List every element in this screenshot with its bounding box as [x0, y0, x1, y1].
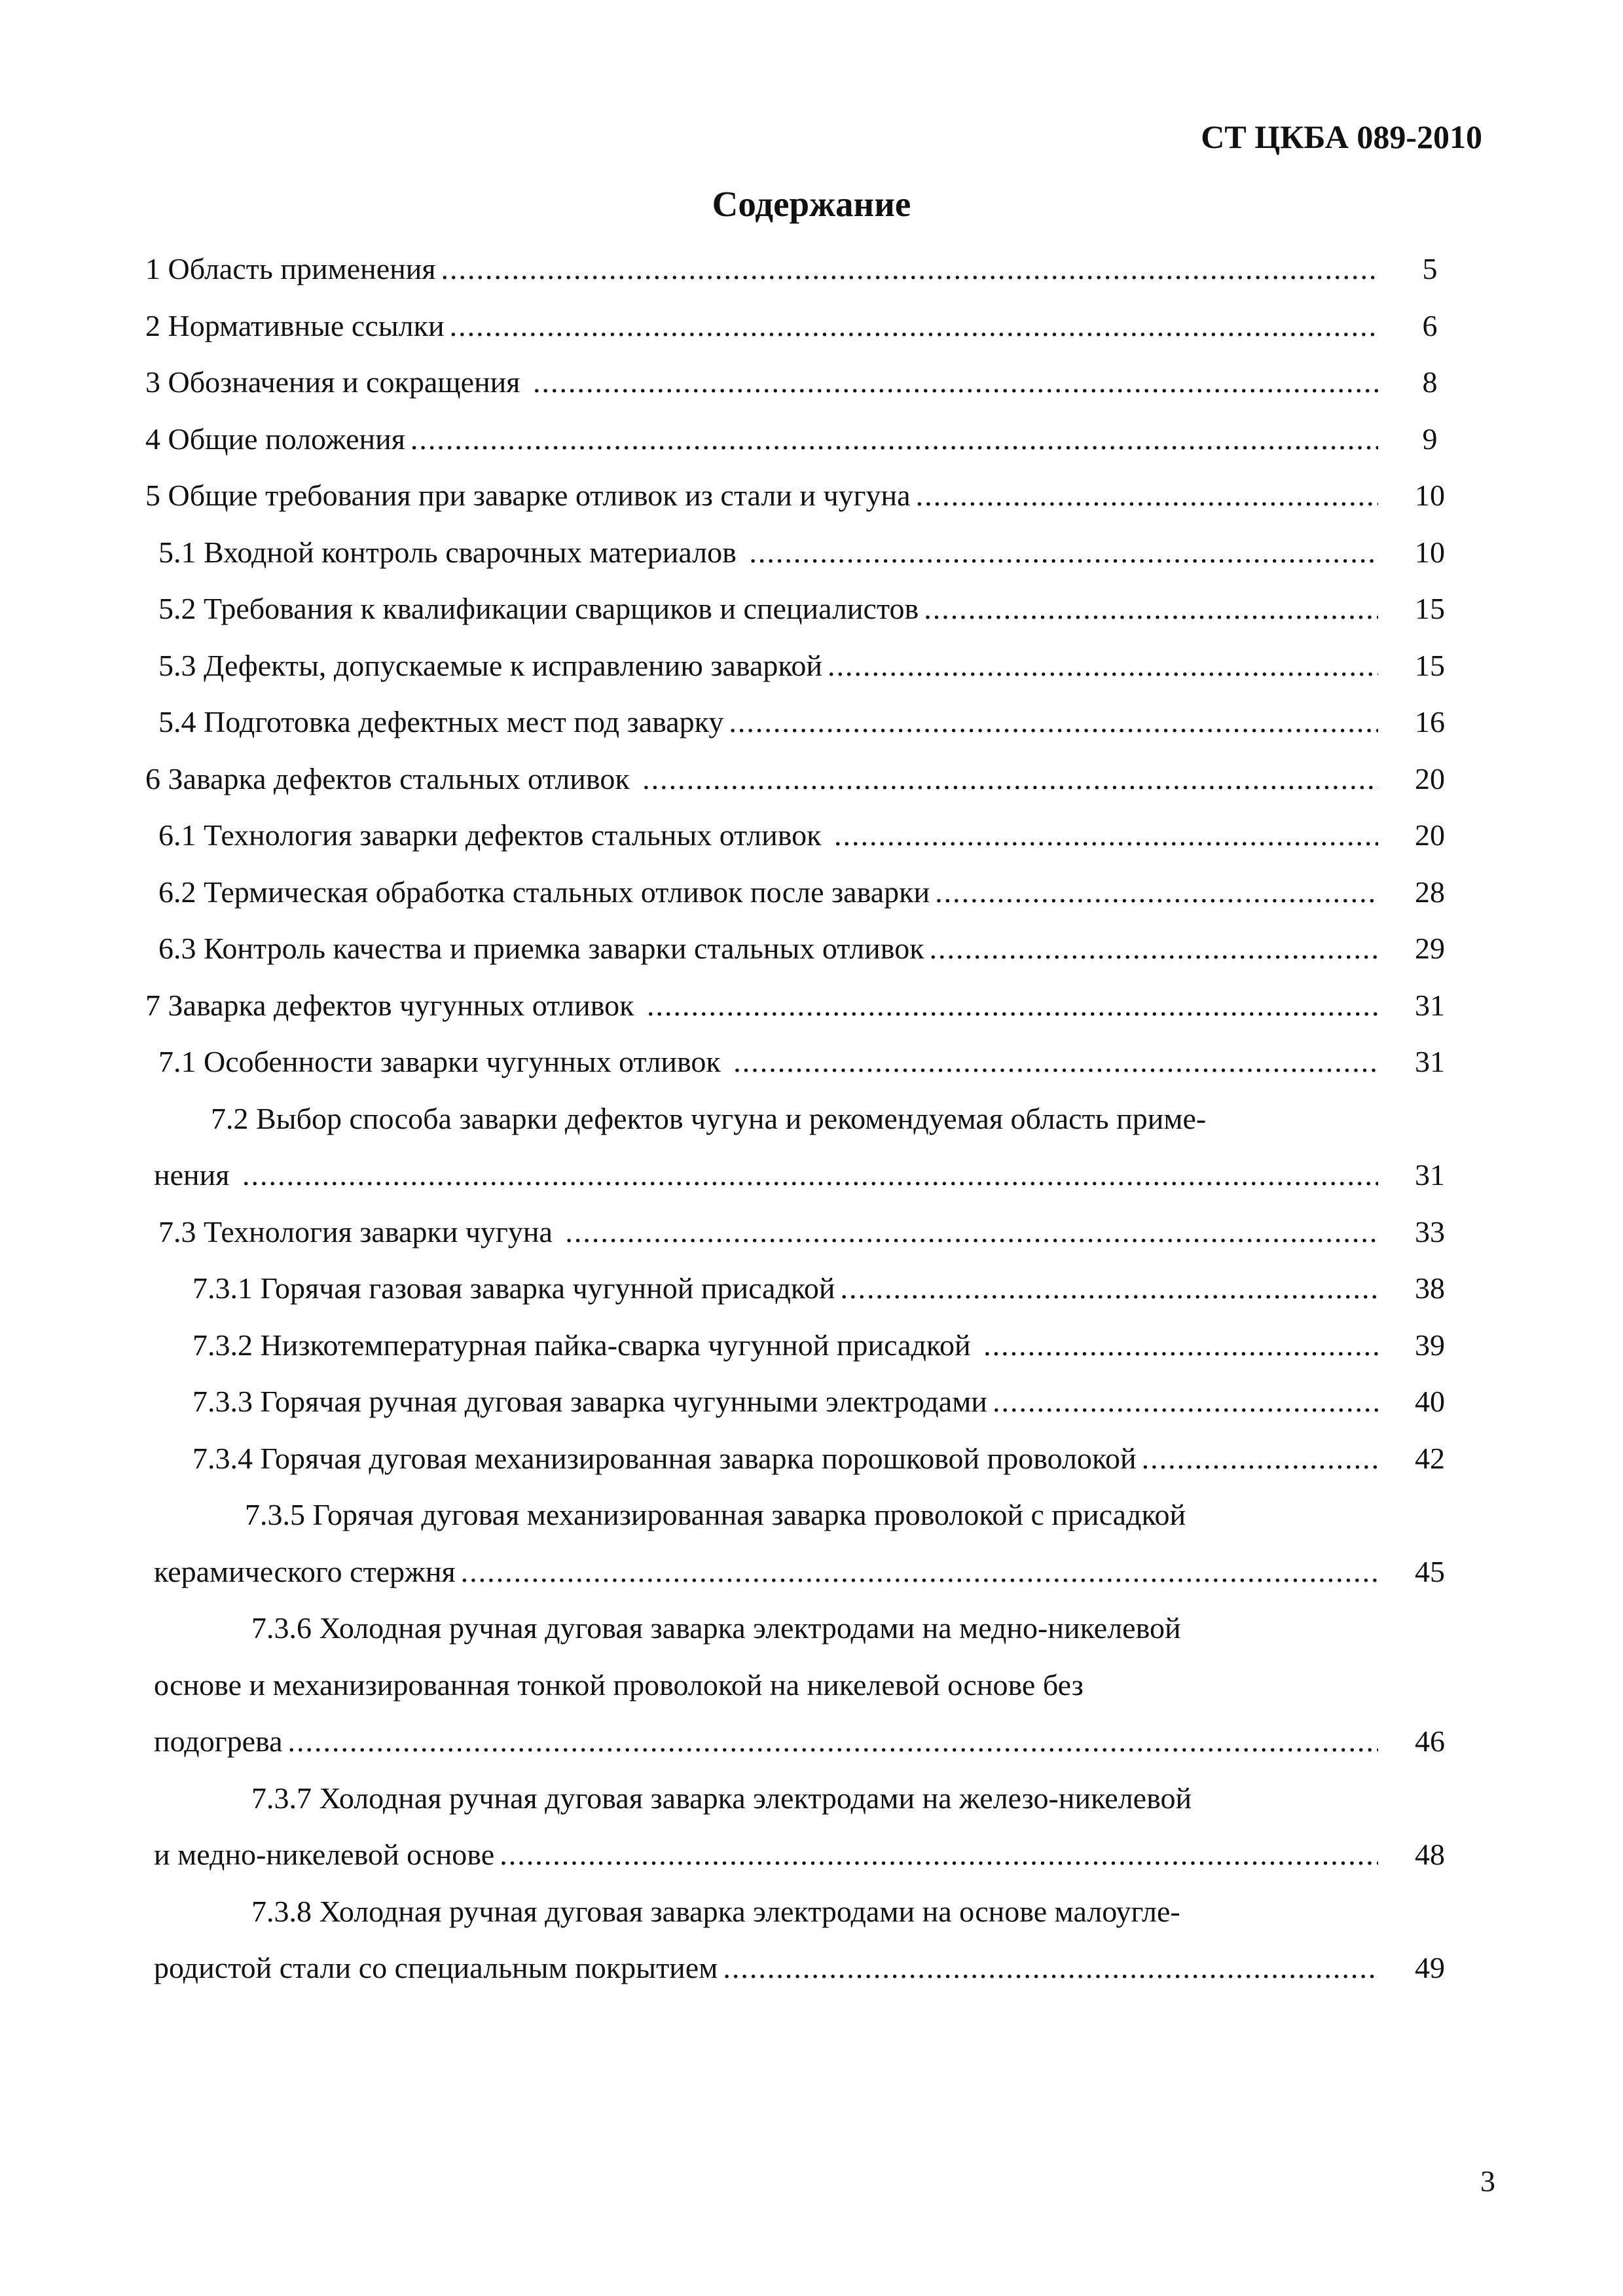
toc-entry-line [154, 1544, 1378, 1600]
toc-entry-label: 7.3.1 Горячая газовая заварка чугунной присадкой [192, 1271, 835, 1305]
toc-entry-label: 2 Нормативные ссылки [145, 308, 445, 342]
toc-entry [0, 1034, 1623, 1091]
toc-entry-line [154, 1940, 1378, 1996]
toc-entry-line [251, 1770, 1381, 1827]
dot-leader [834, 807, 1378, 864]
toc-entry [0, 1374, 1623, 1430]
dot-leader [533, 354, 1378, 410]
dot-leader [983, 1317, 1378, 1374]
toc-entry-label: 7.3.7 Холодная ручная дуговая заварка электродами на железо-никелевой [251, 1781, 1192, 1815]
toc-entry-label: нения [154, 1158, 237, 1192]
toc-entry [0, 694, 1623, 751]
toc-entry [0, 467, 1623, 524]
toc-entry [0, 354, 1623, 411]
dot-leader [749, 524, 1378, 581]
toc-entry-line [251, 1600, 1381, 1656]
dot-leader [733, 1034, 1378, 1090]
dot-leader [723, 1940, 1378, 1996]
toc-entry-label: 7.3 Технология заварки чугуна [158, 1214, 560, 1248]
toc-entry-label: 6.3 Контроль качества и приемка заварки стальных отливок [158, 932, 924, 965]
toc-entry-line [192, 1374, 1378, 1430]
toc-title: Содержание [712, 184, 911, 224]
toc-page-number: 48 [1415, 1838, 1445, 1871]
toc-entry [0, 1884, 1623, 1997]
toc-entry [0, 1430, 1623, 1487]
toc-page-number: 10 [1415, 535, 1445, 569]
toc-page-number: 42 [1415, 1441, 1445, 1475]
toc-page-number: 28 [1415, 875, 1445, 909]
toc-entry [0, 241, 1623, 298]
toc-entry-label: 7.2 Выбор способа заварки дефектов чугуна и рекомендуемая область приме- [211, 1101, 1207, 1135]
toc-entry-label: 7.3.2 Низкотемпературная пайка-сварка чугунной присадкой [192, 1328, 979, 1362]
toc-entry-line [154, 1657, 1381, 1713]
toc-page-number: 5 [1422, 252, 1438, 285]
toc-page-number: 33 [1415, 1214, 1445, 1248]
toc-entry-line [145, 977, 1378, 1034]
toc-entry-label: подогрева [154, 1724, 283, 1758]
toc-entry-label: 7.3.3 Горячая ручная дуговая заварка чугунными электродами [192, 1385, 987, 1418]
toc-entry-label: 7.3.6 Холодная ручная дуговая заварка электродами на медно-никелевой [251, 1611, 1181, 1645]
toc-entry-line [154, 1827, 1378, 1883]
toc-entry-line [158, 1034, 1378, 1090]
toc-entry-line [158, 524, 1378, 581]
toc-entry-line [145, 411, 1378, 467]
toc-entry [0, 1260, 1623, 1317]
toc-page-number: 31 [1415, 1158, 1445, 1192]
dot-leader [828, 638, 1378, 694]
toc-entry [0, 298, 1623, 355]
dot-leader [441, 241, 1378, 297]
dot-leader [924, 581, 1378, 637]
dot-leader [841, 1260, 1379, 1317]
toc-entry-label: керамического стержня [154, 1554, 456, 1588]
dot-leader [242, 1147, 1378, 1203]
dot-leader [410, 411, 1378, 467]
toc-entry-label: 6.1 Технология заварки дефектов стальных отливок [158, 818, 829, 852]
toc-page-number: 38 [1415, 1271, 1445, 1305]
toc-entry-label: 3 Обозначения и сокращения [145, 365, 528, 399]
toc-page-number: 9 [1422, 422, 1438, 456]
toc-entry-line [158, 920, 1378, 977]
toc-entry-label: 7.1 Особенности заварки чугунных отливок [158, 1045, 729, 1078]
toc-entry-line [154, 1147, 1378, 1203]
toc-entry [0, 977, 1623, 1034]
toc-entry [0, 1487, 1623, 1600]
toc-entry-line [158, 694, 1378, 750]
toc-entry [0, 751, 1623, 808]
toc-entry-line [154, 1713, 1378, 1770]
dot-leader [288, 1713, 1378, 1770]
toc-entry-label: 7.3.5 Горячая дуговая механизированная заварка проволокой с присадкой [245, 1498, 1186, 1531]
toc-entry-line [145, 354, 1378, 410]
page-number: 3 [1480, 2164, 1495, 2198]
toc-entry-label: 5.3 Дефекты, допускаемые к исправлению заваркой [158, 648, 822, 682]
toc-entry [0, 1317, 1623, 1374]
toc-entry-label: 6.2 Термическая обработка стальных отливок после заварки [158, 875, 930, 909]
toc-entry-line [158, 638, 1378, 694]
toc-entry [0, 920, 1623, 977]
toc-entry-label: и медно-никелевой основе [154, 1838, 495, 1871]
toc-entry-line [245, 1487, 1381, 1543]
toc-entry [0, 411, 1623, 468]
toc-page-number: 46 [1415, 1724, 1445, 1758]
dot-leader [1142, 1430, 1378, 1487]
toc-page-number: 16 [1415, 705, 1445, 738]
dot-leader [930, 920, 1378, 977]
toc-entry-line [158, 864, 1378, 920]
dot-leader [450, 298, 1378, 354]
toc-page-number: 15 [1415, 648, 1445, 682]
toc-entry [0, 807, 1623, 864]
toc-page-number: 8 [1422, 365, 1438, 399]
document-code: СТ ЦКБА 089-2010 [1201, 118, 1482, 155]
toc-page-number: 40 [1415, 1385, 1445, 1418]
toc-entry [0, 581, 1623, 638]
toc-entry-label: 5.1 Входной контроль сварочных материалов [158, 535, 744, 569]
toc-entry-line [192, 1430, 1378, 1487]
dot-leader [565, 1204, 1378, 1260]
toc-entry-label: 7.3.4 Горячая дуговая механизированная заварка порошковой проволокой [192, 1441, 1137, 1475]
toc-entry [0, 1600, 1623, 1770]
toc-entry-line [145, 467, 1378, 524]
toc-entry-line [158, 1204, 1378, 1260]
toc-entry [0, 638, 1623, 695]
toc-page-number: 15 [1415, 592, 1445, 625]
toc-entry-line [192, 1260, 1378, 1317]
toc-page-number: 20 [1415, 818, 1445, 852]
dot-leader [729, 694, 1378, 750]
toc-entry-label: основе и механизированная тонкой проволокой на никелевой основе без [154, 1667, 1084, 1702]
toc-entry-label: 6 Заварка дефектов стальных отливок [145, 761, 638, 795]
toc-entry-line [251, 1884, 1381, 1940]
toc-page-number: 39 [1415, 1328, 1445, 1362]
toc-entry-line [158, 807, 1378, 864]
dot-leader [916, 467, 1378, 524]
dot-leader [461, 1544, 1378, 1600]
toc-entry-label: 4 Общие положения [145, 422, 405, 456]
toc-entry-line [158, 581, 1378, 637]
toc-entry-line [192, 1317, 1378, 1374]
toc-entry [0, 524, 1623, 581]
dot-leader [500, 1827, 1378, 1883]
toc-entry [0, 864, 1623, 921]
dot-leader [993, 1374, 1378, 1430]
dot-leader [647, 977, 1378, 1034]
toc-page-number: 29 [1415, 932, 1445, 965]
toc-entry-label: 5.2 Требования к квалификации сварщиков и специалистов [158, 592, 919, 625]
toc-entry-line [145, 298, 1378, 354]
toc-page-number: 10 [1415, 479, 1445, 512]
toc-entry-label: 5 Общие требования при заварке отливок из стали и чугуна [145, 479, 911, 512]
dot-leader [642, 751, 1378, 807]
toc-page-number: 6 [1422, 308, 1438, 342]
toc-entry-label: 7.3.8 Холодная ручная дуговая заварка электродами на основе малоугле- [251, 1894, 1180, 1928]
toc-entry-label: 1 Область применения [145, 252, 436, 285]
toc-entry-label: 7 Заварка дефектов чугунных отливок [145, 988, 642, 1022]
toc-entry-line [211, 1091, 1381, 1147]
toc-entry-line [145, 751, 1378, 807]
toc-page-number: 20 [1415, 761, 1445, 795]
toc-page-number: 31 [1415, 988, 1445, 1022]
toc-entry [0, 1770, 1623, 1884]
dot-leader [935, 864, 1378, 920]
toc-page-number: 45 [1415, 1554, 1445, 1588]
toc-entry-line [145, 241, 1378, 297]
toc-page-number: 49 [1415, 1951, 1445, 1984]
toc-entry-label: родистой стали со специальным покрытием [154, 1951, 718, 1984]
toc-entry [0, 1091, 1623, 1204]
toc-entry [0, 1204, 1623, 1261]
toc-page-number: 31 [1415, 1045, 1445, 1078]
toc-entry-label: 5.4 Подготовка дефектных мест под заварку [158, 705, 724, 738]
